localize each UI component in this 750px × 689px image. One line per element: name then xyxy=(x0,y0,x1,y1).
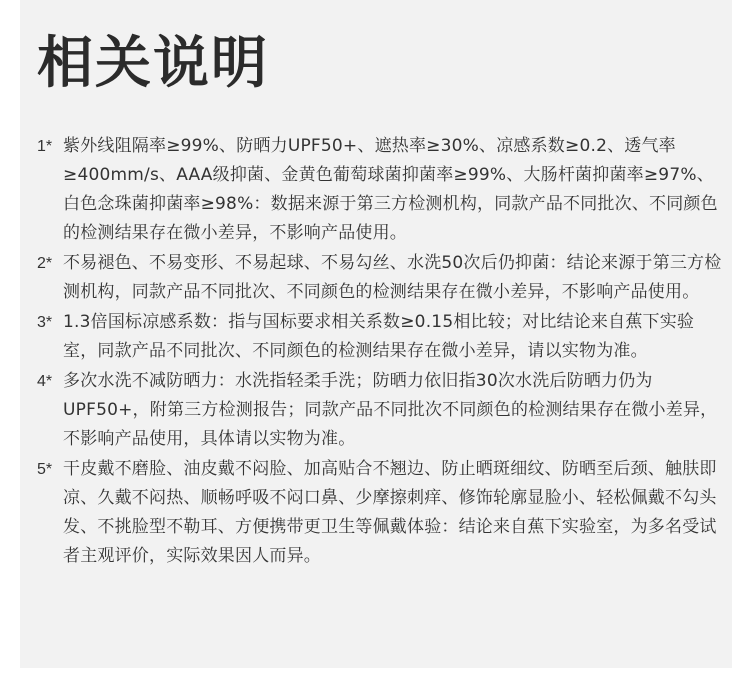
note-text: 不易褪色、不易变形、不易起球、不易勾丝、水洗50次后仍抑菌：结论来源于第三方检测机构，同款产品不同批次、不同颜色的检测结果存在微小差异，不影响产品使用。 xyxy=(63,253,722,302)
note-item-2 xyxy=(37,249,727,307)
page-title: 相关说明 xyxy=(37,31,269,96)
note-number: 1* xyxy=(37,138,53,155)
note-number: 4* xyxy=(37,373,53,390)
note-text: 多次水洗不减防晒力：水洗指轻柔手洗；防晒力依旧指30次水洗后防晒力仍为UPF50+，附第三方检测报告；同款产品不同批次不同颜色的检测结果存在微小差异，不影响产品使用，具体请以实物为准。 xyxy=(63,371,718,449)
note-text: 干皮戴不磨脸、油皮戴不闷脸、加高贴合不翘边、防止晒斑细纹、防晒至后颈、触肤即凉、久戴不闷热、顺畅呼吸不闷口鼻、少摩擦刺痒、修饰轮廓显脸小、轻松佩戴不勾头发、不挑脸型不勒耳、方便携带更卫生等佩戴体验：结论来自蕉下实验室，为多名受试者主观评价，实际效果因人而异。 xyxy=(63,459,717,566)
note-number: 3* xyxy=(37,314,53,331)
note-number: 5* xyxy=(37,461,53,478)
notes-panel xyxy=(20,0,732,668)
note-item-1 xyxy=(37,132,727,248)
note-item-5 xyxy=(37,455,727,571)
note-item-3 xyxy=(37,308,727,366)
note-number: 2* xyxy=(37,255,53,272)
note-item-4 xyxy=(37,367,727,454)
note-text: 紫外线阻隔率≥99%、防晒力UPF50+、遮热率≥30%、凉感系数≥0.2、透气率≥400mm/s、AAA级抑菌、金黄色葡萄球菌抑菌率≥99%、大肠杆菌抑菌率≥97%、白色念珠菌抑菌率≥98%：数据来源于第三方检测机构，同款产品不同批次、不同颜色的检测结果存在微小差异，不影响产品使用。 xyxy=(63,136,718,243)
notes-list xyxy=(37,132,727,572)
note-text: 1.3倍国标凉感系数：指与国标要求相关系数≥0.15相比较；对比结论来自蕉下实验室，同款产品不同批次、不同颜色的检测结果存在微小差异，请以实物为准。 xyxy=(63,312,695,361)
